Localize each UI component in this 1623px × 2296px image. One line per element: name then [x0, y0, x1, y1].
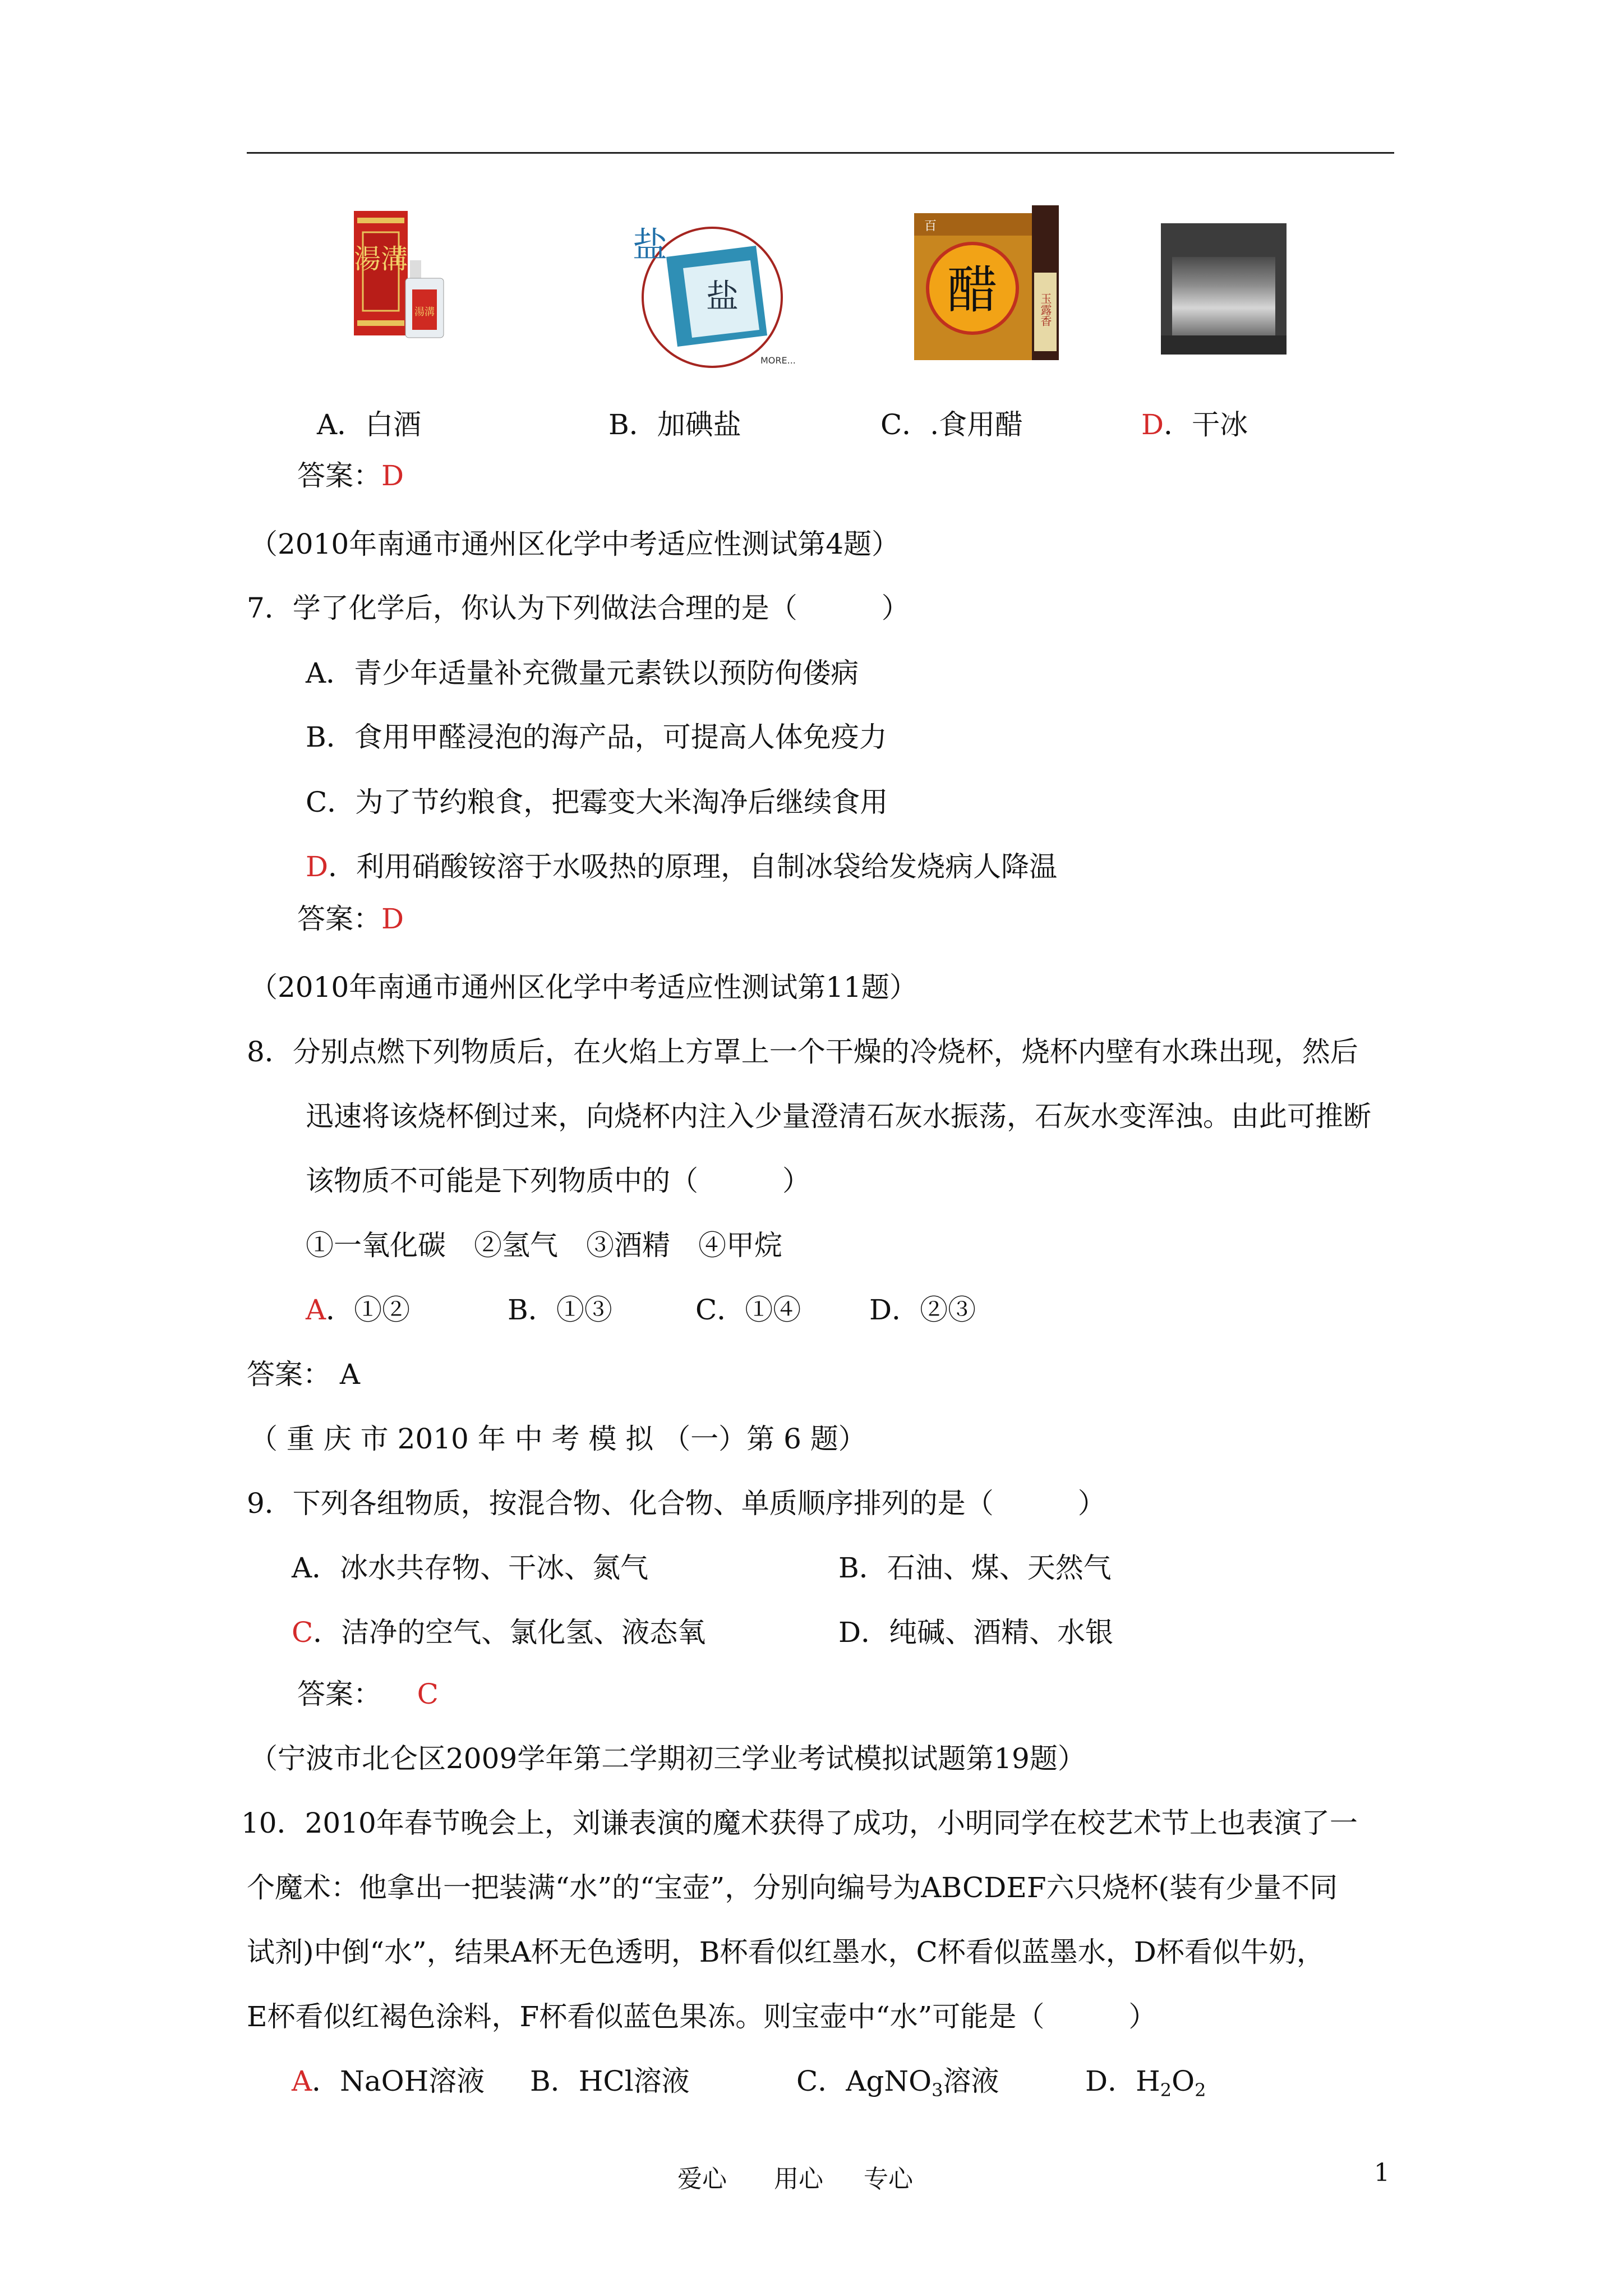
- q8-option-d: D．②③: [869, 1294, 976, 1326]
- q8-stem-line3: 该物质不可能是下列物质中的（ ）: [306, 1165, 810, 1197]
- q7-option-d: D．利用硝酸铵溶于水吸热的原理，自制冰袋给发烧病人降温: [306, 850, 1058, 883]
- q10-stem-line4: E杯看似红褐色涂料，F杯看似蓝色果冻。则宝壶中“水”可能是（ ）: [247, 2000, 1157, 2033]
- q8-items: ①一氧化碳 ②氢气 ③酒精 ④甲烷: [306, 1229, 782, 1262]
- vinegar-box-top: 百: [924, 219, 937, 233]
- q7-option-a: A．青少年适量补充微量元素铁以预防佝偻病: [306, 657, 859, 689]
- q10-option-d: D．$H_2O_2$: [1085, 2065, 1206, 2101]
- salt-char-large: 盐: [633, 224, 668, 265]
- q10-stem-line2: 个魔术：他拿出一把装满“水”的“宝壶”，分别向编号为ABCDEF六只烧杯(装有少量不同: [247, 1871, 1338, 1904]
- q6-answer: 答案：D: [297, 459, 404, 492]
- q7-stem: 7．学了化学后，你认为下列做法合理的是（ ）: [247, 592, 910, 624]
- q7-answer: 答案：D: [297, 903, 404, 935]
- salt-more-text: MORE...: [760, 355, 796, 366]
- header-rule: [247, 152, 1394, 154]
- q8-option-c: C．①④: [695, 1294, 801, 1326]
- q8-option-a: A．①②: [306, 1294, 411, 1326]
- q9-option-a: A．冰水共存物、干冰、氮气: [292, 1552, 649, 1584]
- footer-motto-2: 用心: [774, 2165, 823, 2193]
- q9-stem: 9．下列各组物质，按混合物、化合物、单质顺序排列的是（ ）: [247, 1487, 1106, 1520]
- footer-motto-3: 专心: [864, 2165, 913, 2193]
- q9-option-b: B．石油、煤、天然气: [838, 1552, 1112, 1584]
- vinegar-bottle-label: 玉露香: [1039, 293, 1052, 326]
- q7-source: （2010年南通市通州区化学中考适应性测试第4题）: [250, 528, 900, 560]
- baijiu-bottle-label: 湯溝: [414, 306, 435, 318]
- vinegar-char: 醋: [947, 261, 998, 320]
- salt-char-pack: 盐: [706, 277, 739, 315]
- q10-stem-line1: 10．2010年春节晚会上，刘谦表演的魔术获得了成功，小明同学在校艺术节上也表演了一: [241, 1807, 1358, 1839]
- vinegar-image: [914, 205, 1067, 362]
- q9-option-c: C．洁净的空气、氯化氢、液态氧: [292, 1616, 706, 1649]
- page-number: 1: [1374, 2159, 1390, 2187]
- q7-option-b: B．食用甲醛浸泡的海产品，可提高人体免疫力: [306, 721, 887, 753]
- dry-ice-image: [1161, 223, 1287, 355]
- q6-option-a: A．白酒: [317, 408, 422, 441]
- q10-stem-line3: 试剂)中倒“水”，结果A杯无色透明，B杯看似红墨水，C杯看似蓝墨水，D杯看似牛奶，: [247, 1936, 1325, 1968]
- q9-answer: 答案： C: [297, 1678, 439, 1710]
- q7-option-c: C．为了节约粮食，把霉变大米淘净后继续食用: [306, 786, 888, 818]
- baijiu-image: [349, 205, 449, 340]
- salt-image: [627, 223, 796, 367]
- q8-answer: 答案： A: [247, 1358, 361, 1391]
- q9-source: （ 重 庆 市 2010 年 中 考 模 拟 （一）第 6 题）: [250, 1423, 866, 1455]
- q9-option-d: D．纯碱、酒精、水银: [838, 1616, 1114, 1649]
- q10-option-b: B．HCl溶液: [530, 2065, 690, 2097]
- q8-stem-line2: 迅速将该烧杯倒过来，向烧杯内注入少量澄清石灰水振荡，石灰水变浑浊。由此可推断: [306, 1100, 1371, 1133]
- baijiu-box-label: 湯溝: [353, 243, 408, 275]
- q6-option-c: C．.食用醋: [880, 408, 1023, 441]
- q6-option-b: B．加碘盐: [608, 408, 741, 441]
- q10-option-c: C．AgNO$_3$溶液: [796, 2065, 999, 2101]
- footer-motto-1: 爱心: [677, 2165, 727, 2193]
- q6-option-d: D．干冰: [1141, 408, 1248, 441]
- q8-option-b: B．①③: [508, 1294, 612, 1326]
- q8-stem-line1: 8．分别点燃下列物质后，在火焰上方罩上一个干燥的冷烧杯，烧杯内壁有水珠出现，然后: [247, 1036, 1358, 1068]
- q10-source: （宁波市北仑区2009学年第二学期初三学业考试模拟试题第19题）: [250, 1742, 1086, 1775]
- q8-source: （2010年南通市通州区化学中考适应性测试第11题）: [250, 971, 917, 1004]
- q10-option-a: A．NaOH溶液: [292, 2065, 485, 2097]
